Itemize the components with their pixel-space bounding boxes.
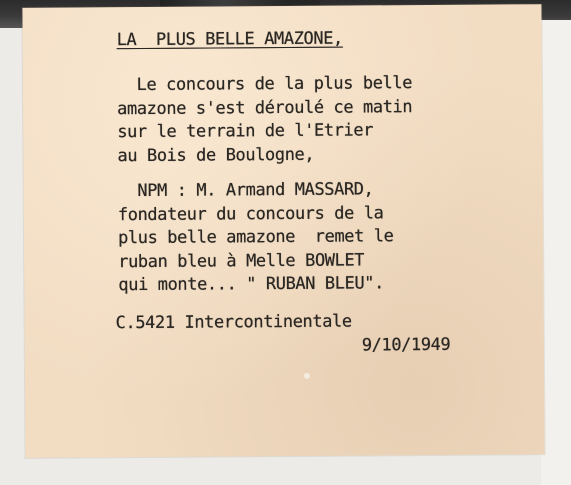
text-line: amazone s'est déroulé ce matin bbox=[117, 96, 413, 119]
text-line: Le concours de la plus belle bbox=[116, 73, 413, 96]
paper-speck bbox=[304, 373, 310, 379]
caption-title: LA PLUS BELLE AMAZONE, bbox=[116, 28, 343, 51]
caption-paragraph-2 bbox=[118, 178, 394, 297]
text-line: au Bois de Boulogne, bbox=[117, 144, 315, 166]
caption-paragraph-1 bbox=[117, 72, 413, 168]
agency-reference: C.5421 Intercontinentale bbox=[115, 311, 352, 334]
text-line: qui monte... " RUBAN BLEU". bbox=[118, 273, 384, 296]
caption-date: 9/10/1949 bbox=[361, 334, 451, 356]
text-line: sur le terrain de l'Etrier bbox=[117, 120, 374, 143]
text-line: ruban bleu à Melle BOWLET bbox=[118, 249, 365, 272]
text-line: NPM : M. Armand MASSARD, bbox=[117, 179, 374, 202]
caption-slip bbox=[22, 4, 544, 458]
text-line: plus belle amazone remet le bbox=[117, 226, 394, 249]
text-line: fondateur du concours de la bbox=[117, 202, 384, 225]
backing-board bbox=[541, 20, 571, 485]
